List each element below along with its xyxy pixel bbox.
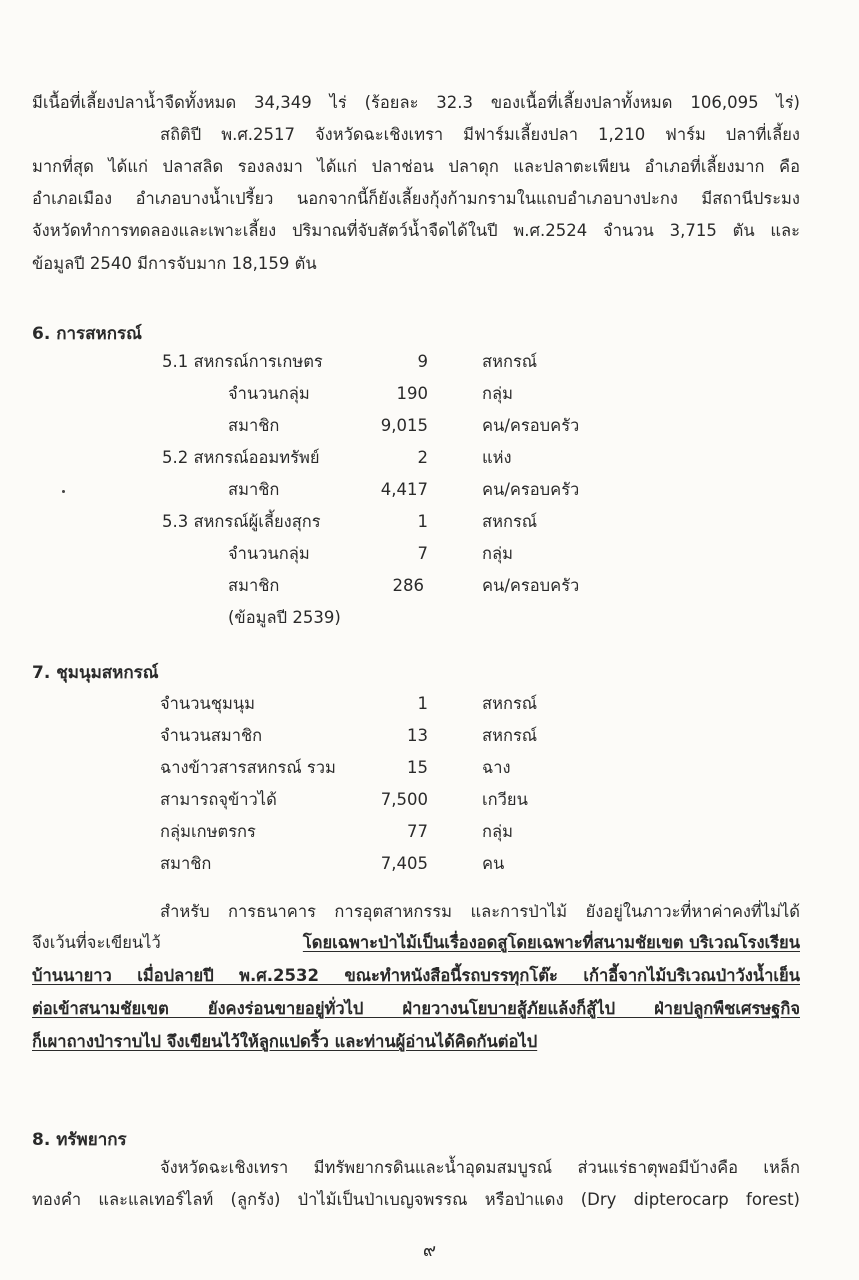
row-label: กลุ่มเกษตรกร [160,822,256,841]
row-value: 1 [417,512,428,531]
row-unit: คน/ครอบครัว [482,576,580,595]
row-label: สมาชิก [160,854,212,873]
row-unit: คน [482,854,505,873]
section-8-line-1: จังหวัดฉะเชิงเทรา มีทรัพยากรดินและน้ำอุดมสมบูรณ์ ส่วนแร่ธาตุพอมีบ้างคือ เหล็ก [160,1158,800,1177]
coop-row [0,446,859,470]
row-value: 286 [392,576,424,595]
row-value: 190 [396,384,428,403]
row-unit: สหกรณ์ [482,726,538,745]
intro-line-3: มากที่สุด ได้แก่ ปลาสลิด รองลงมา ได้แก่ ปลาช่อน ปลาดุก และปลาตะเพียน อำเภอที่เลี้ยงมาก คือ [32,157,800,176]
row-unit: ฉาง [482,758,511,777]
row-label: สมาชิก [228,576,280,595]
row-value: 7,405 [380,854,428,873]
row-label: 5.2 สหกรณ์ออมทรัพย์ [162,448,320,467]
note-line-3: บ้านนายาว เมื่อปลายปี พ.ศ.2532 ขณะทำหนังสือนี้รถบรรทุกโต๊ะ เก้าอี้จากไม้บริเวณป่าวังน้ำเย็น [32,966,800,985]
row-label: จำนวนชุมนุม [160,694,255,713]
section-8-line-2: ทองคำ และแลเทอร์ไลท์ (ลูกรัง) ป่าไม้เป็นป่าเบญจพรรณ หรือป่าแดง (Dry dipterocarp forest) [32,1190,800,1209]
row-value: 13 [407,726,428,745]
row-unit: กลุ่ม [482,544,513,563]
note-line-2-plain: จึงเว้นที่จะเขียนไว้ [32,933,161,952]
row-unit: เกวียน [482,790,528,809]
row-value: 1 [417,694,428,713]
row-label: จำนวนกลุ่ม [228,384,310,403]
data-year-note-text: (ข้อมูลปี 2539) [228,608,341,627]
federation-row [0,852,859,876]
intro-line-4: อำเภอเมือง อำเภอบางน้ำเปรี้ยว นอกจากนี้ก็ยังเลี้ยงกุ้งก้ามกรามในแถบอำเภอบางปะกง มีสถานีประมง [32,189,800,208]
row-label: จำนวนกลุ่ม [228,544,310,563]
row-unit: คน/ครอบครัว [482,480,580,499]
row-label: สมาชิก [228,416,280,435]
page-number: ๙ [422,1240,437,1261]
section-7-heading: 7. ชุมนุมสหกรณ์ [32,663,159,683]
row-value: 77 [407,822,428,841]
intro-line-2: สถิติปี พ.ศ.2517 จังหวัดฉะเชิงเทรา มีฟาร์มเลี้ยงปลา 1,210 ฟาร์ม ปลาที่เลี้ยง [160,125,800,144]
section-8-heading: 8. ทรัพยากร [32,1130,127,1150]
row-value: 2 [417,448,428,467]
federation-row [0,788,859,812]
row-unit: สหกรณ์ [482,352,538,371]
coop-row [0,382,859,406]
intro-line-1: มีเนื้อที่เลี้ยงปลาน้ำจืดทั้งหมด 34,349 ไร่ (ร้อยละ 32.3 ของเนื้อที่เลี้ยงปลาทั้งหมด 106,095 ไร่) [32,93,800,112]
note-line-2 [32,932,800,954]
row-label: สามารถจุข้าวได้ [160,790,277,809]
intro-line-5: จังหวัดทำการทดลองและเพาะเลี้ยง ปริมาณที่จับสัตว์น้ำจืดได้ในปี พ.ศ.2524 จำนวน 3,715 ตัน และ [32,221,800,240]
row-value: 15 [407,758,428,777]
row-value: 9,015 [380,416,428,435]
row-unit: สหกรณ์ [482,512,538,531]
federation-row [0,724,859,748]
coop-row [0,478,859,502]
note-line-4: ต่อเข้าสนามชัยเขต ยังคงร่อนขายอยู่ทั่วไป ฝ่ายวางนโยบายสู้ภัยแล้งก็สู้ไป ฝ่ายปลูกพืชเศรษฐกิจ [32,999,800,1018]
coop-row [0,510,859,534]
federation-row [0,756,859,780]
note-line-5: ก็เผาถางป่าราบไป จึงเขียนไว้ให้ลูกแปดริ้ว และท่านผู้อ่านได้คิดกันต่อไป [32,1032,538,1051]
intro-line-6: ข้อมูลปี 2540 มีการจับมาก 18,159 ตัน [32,254,317,273]
federation-row [0,692,859,716]
note-line-2-emphasis: โดยเฉพาะป่าไม้เป็นเรื่องอดสูโดยเฉพาะที่สนามชัยเขต บริเวณโรงเรียน [302,933,800,952]
coop-row [0,542,859,566]
data-year-note [0,606,859,630]
row-unit: กลุ่ม [482,384,513,403]
row-unit: แห่ง [482,448,512,467]
row-unit: คน/ครอบครัว [482,416,580,435]
row-value: 7,500 [380,790,428,809]
row-value: 4,417 [380,480,428,499]
row-label: สมาชิก [228,480,280,499]
scan-speck [62,490,65,493]
row-label: 5.1 สหกรณ์การเกษตร [162,352,323,371]
row-label: 5.3 สหกรณ์ผู้เลี้ยงสุกร [162,512,321,531]
row-value: 7 [417,544,428,563]
coop-row [0,414,859,438]
coop-row [0,574,859,598]
coop-row [0,350,859,374]
row-label: จำนวนสมาชิก [160,726,263,745]
row-unit: สหกรณ์ [482,694,538,713]
federation-row [0,820,859,844]
row-unit: กลุ่ม [482,822,513,841]
section-6-heading: 6. การสหกรณ์ [32,324,142,344]
row-label: ฉางข้าวสารสหกรณ์ รวม [160,758,336,777]
row-value: 9 [417,352,428,371]
note-line-1: สำหรับ การธนาคาร การอุตสาหกรรม และการป่าไม้ ยังอยู่ในภาวะที่หาค่าคงที่ไม่ได้ [160,902,800,921]
